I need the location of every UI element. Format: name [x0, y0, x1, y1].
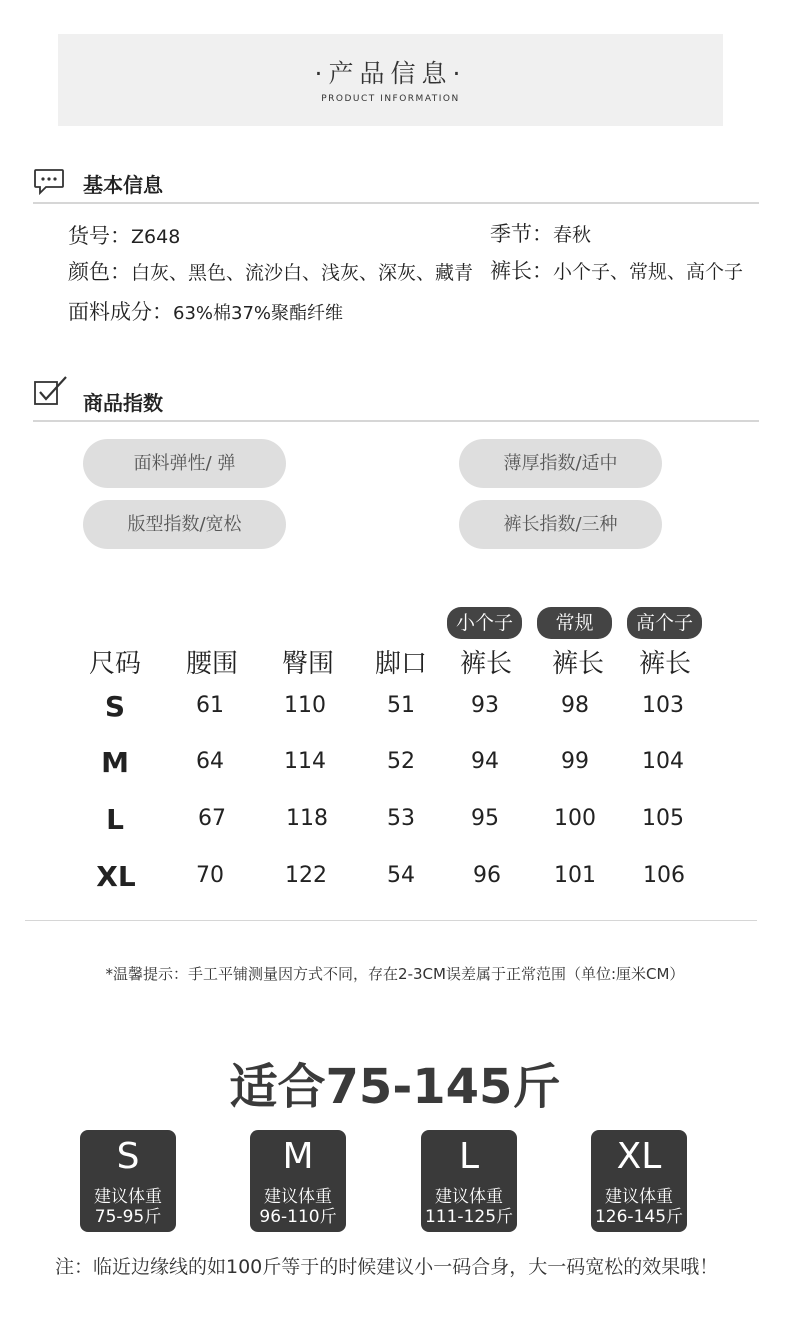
table-cell: 99	[561, 749, 589, 774]
table-cell: 51	[387, 693, 415, 718]
season-value: 春秋	[553, 224, 592, 246]
fit-weight-title: 适合75-145斤	[229, 1059, 561, 1115]
table-cell: 103	[642, 693, 684, 718]
length-value: 小个子、常规、高个子	[553, 261, 744, 283]
table-header: 尺码	[88, 649, 141, 679]
table-cell: 67	[198, 806, 226, 831]
weight-card-size: M	[282, 1136, 314, 1177]
table-cell-size: L	[106, 803, 124, 836]
length-badge-petite: 小个子	[447, 607, 522, 639]
measurement-tip: *温馨提示：手工平铺测量因方式不同，存在2-3CM误差属于正常范围（单位:厘米CM）	[105, 965, 685, 983]
item-number-row	[68, 220, 180, 250]
weight-card-label: 建议体重	[94, 1187, 162, 1207]
fabric-value: 63%棉37%聚酯纤维	[173, 303, 344, 324]
chat-bubble-icon	[33, 168, 65, 196]
table-cell: 54	[387, 863, 415, 888]
table-cell: 70	[196, 863, 224, 888]
table-cell: 98	[561, 693, 589, 718]
checkbox-icon	[33, 374, 69, 406]
weight-card-range: 96-110斤	[259, 1207, 337, 1227]
weight-card-m	[250, 1130, 346, 1232]
weight-card-label: 建议体重	[264, 1187, 332, 1207]
length-row	[490, 255, 743, 285]
table-cell-size: XL	[96, 860, 136, 893]
table-cell: 94	[471, 749, 499, 774]
color-row	[68, 256, 473, 286]
weight-card-label: 建议体重	[435, 1187, 503, 1207]
header-subtitle: PRODUCT INFORMATION	[321, 94, 460, 104]
header-banner	[58, 34, 723, 126]
table-cell: 118	[286, 806, 328, 831]
header-title: ·产品信息·	[314, 59, 467, 88]
color-label: 颜色：	[68, 260, 131, 284]
fabric-row	[68, 296, 343, 326]
table-cell: 110	[284, 693, 326, 718]
table-cell: 93	[471, 693, 499, 718]
table-cell: 105	[642, 806, 684, 831]
table-cell: 53	[387, 806, 415, 831]
weight-card-s	[80, 1130, 176, 1232]
table-header: 裤长	[551, 649, 604, 679]
table-cell: 100	[554, 806, 596, 831]
table-cell: 95	[471, 806, 499, 831]
index-pill: 面料弹性/ 弹	[83, 439, 286, 488]
table-cell: 122	[285, 863, 327, 888]
weight-card-label: 建议体重	[605, 1187, 673, 1207]
weight-card-size: S	[116, 1136, 140, 1177]
table-cell: 52	[387, 749, 415, 774]
table-cell: 96	[473, 863, 501, 888]
table-divider	[25, 920, 757, 921]
index-pill: 薄厚指数/适中	[459, 439, 662, 488]
season-label: 季节：	[490, 222, 553, 246]
item-number-value: Z648	[131, 226, 181, 248]
table-cell-size: S	[104, 690, 126, 723]
weight-card-range: 75-95斤	[94, 1207, 162, 1227]
index-pill: 裤长指数/三种	[459, 500, 662, 549]
footer-note: 注：临近边缘线的如100斤等于的时候建议小一码合身，大一码宽松的效果哦！	[55, 1256, 719, 1278]
table-cell: 61	[196, 693, 224, 718]
weight-card-range: 111-125斤	[424, 1207, 514, 1227]
season-row	[490, 218, 591, 248]
product-index-title: 商品指数	[83, 391, 163, 415]
section-divider	[33, 420, 759, 422]
length-label: 裤长：	[490, 259, 553, 283]
weight-card-l	[421, 1130, 517, 1232]
table-cell: 106	[643, 863, 685, 888]
index-pill: 版型指数/宽松	[83, 500, 286, 549]
table-header: 脚口	[374, 649, 427, 679]
basic-info-title: 基本信息	[83, 173, 163, 197]
table-header: 腰围	[185, 649, 238, 679]
table-cell: 104	[642, 749, 684, 774]
color-value: 白灰、黑色、流沙白、浅灰、深灰、藏青	[131, 262, 474, 284]
table-cell: 114	[284, 749, 326, 774]
table-cell: 64	[196, 749, 224, 774]
table-header: 裤长	[638, 649, 691, 679]
weight-card-size: XL	[616, 1136, 662, 1177]
weight-card-xl	[591, 1130, 687, 1232]
length-badge-tall: 高个子	[627, 607, 702, 639]
fabric-label: 面料成分：	[68, 300, 173, 324]
table-cell: 101	[554, 863, 596, 888]
table-header: 臀围	[281, 649, 334, 679]
table-cell-size: M	[101, 746, 129, 779]
weight-card-range: 126-145斤	[594, 1207, 684, 1227]
section-divider	[33, 202, 759, 204]
table-header: 裤长	[459, 649, 512, 679]
item-number-label: 货号：	[68, 224, 131, 248]
weight-card-size: L	[458, 1136, 480, 1177]
length-badge-regular: 常规	[537, 607, 612, 639]
